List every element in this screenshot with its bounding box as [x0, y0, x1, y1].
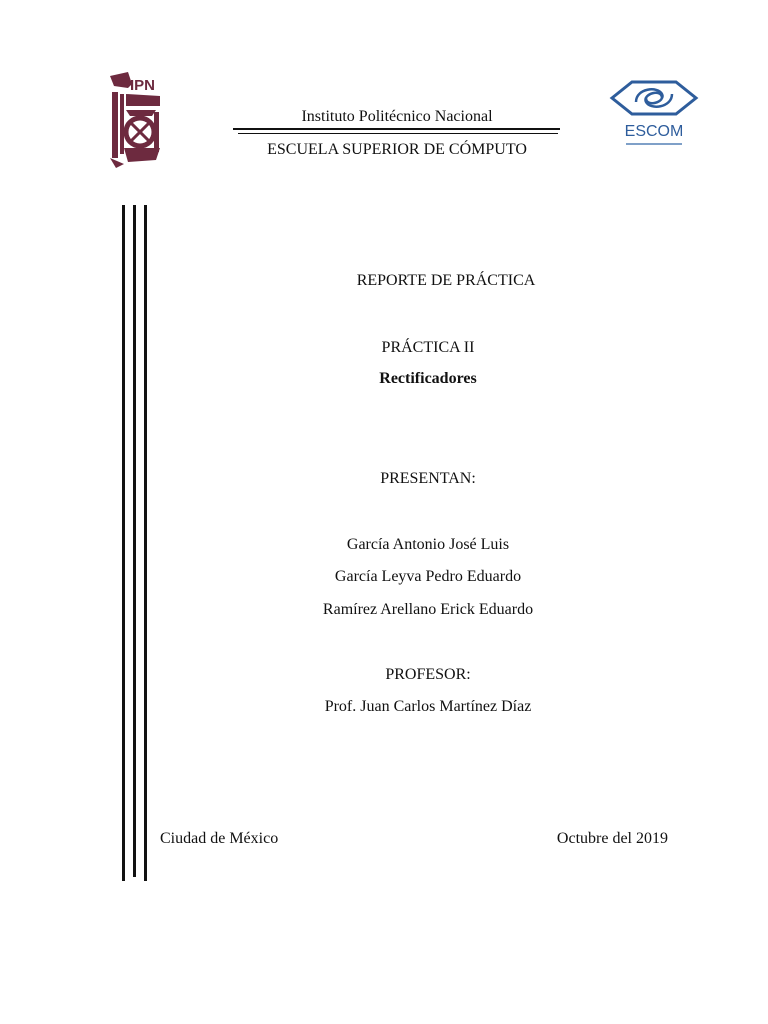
header-rule-thick	[233, 128, 560, 130]
date: Octubre del 2019	[556, 830, 668, 847]
author-name: García Leyva Pedro Eduardo	[334, 568, 522, 585]
school-name: ESCUELA SUPERIOR DE CÓMPUTO	[267, 141, 527, 158]
header-rule-thin	[238, 133, 558, 134]
vertical-rule	[122, 205, 125, 881]
vertical-rule	[144, 205, 147, 881]
practice-number: PRÁCTICA II	[381, 339, 475, 356]
institution-name: Instituto Politécnico Nacional	[301, 108, 493, 125]
city: Ciudad de México	[160, 830, 279, 847]
practice-title: Rectificadores	[379, 370, 477, 387]
escom-logo-icon	[606, 76, 702, 152]
professor-label: PROFESOR:	[385, 666, 471, 683]
professor-name: Prof. Juan Carlos Martínez Díaz	[324, 698, 532, 715]
svg-text:IPN: IPN	[130, 77, 156, 94]
vertical-rule	[133, 205, 136, 877]
author-name: Ramírez Arellano Erick Eduardo	[322, 601, 534, 618]
author-name: García Antonio José Luis	[346, 536, 510, 553]
report-type: REPORTE DE PRÁCTICA	[356, 272, 536, 289]
ipn-logo-icon	[104, 72, 164, 168]
svg-text:ESCOM: ESCOM	[624, 123, 684, 140]
presenters-label: PRESENTAN:	[380, 470, 476, 487]
